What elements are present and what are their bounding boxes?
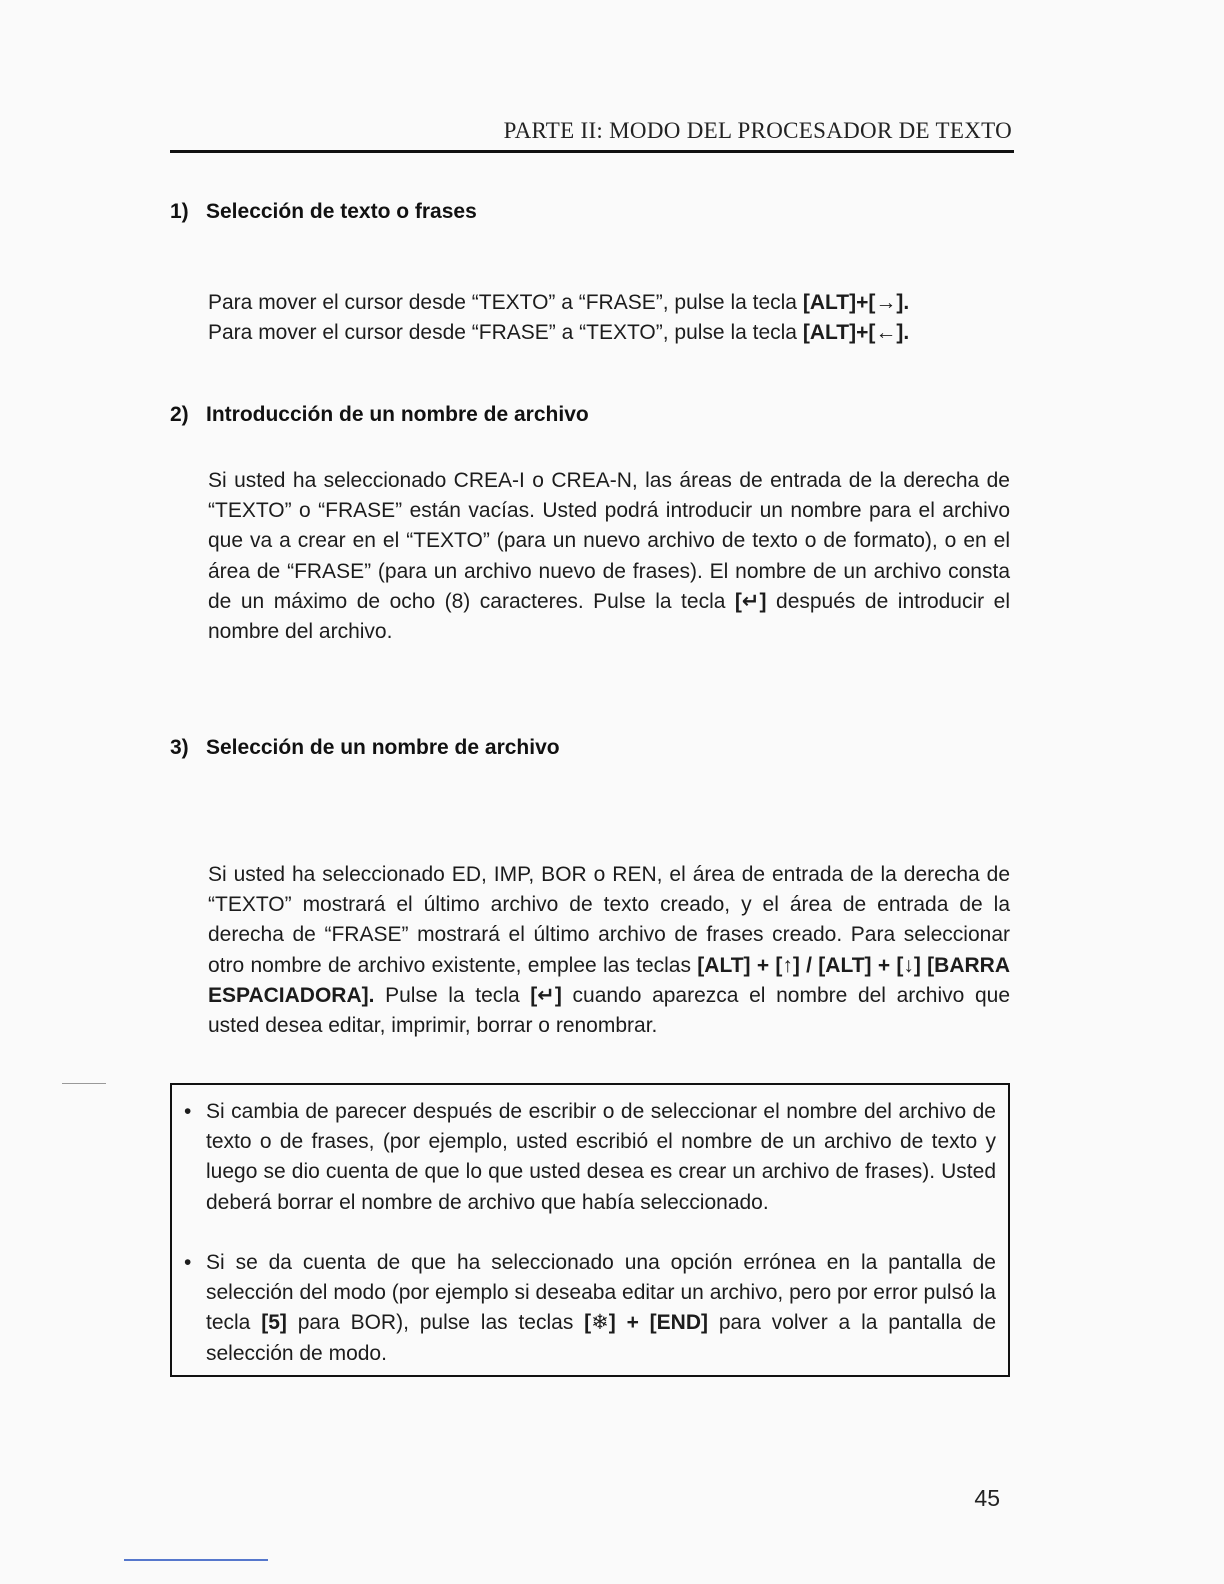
paragraph-text: Pulse la tecla: [374, 983, 531, 1007]
note-item: [184, 1248, 996, 1369]
paragraph-line: [208, 288, 1010, 318]
bullet-icon: •: [184, 1251, 192, 1274]
key-combo: [5]: [261, 1311, 287, 1335]
section-2-heading: [170, 403, 589, 427]
section-number: 3): [170, 736, 189, 759]
section-1-body: [208, 288, 1010, 348]
paragraph-text: Si usted ha seleccionado CREA-I o CREA-N, las áreas de entrada de la derecha de “TEXTO” o “FRASE” están vacías. Usted podrá introducir un nombre para el archivo que va a crear en el “TEXTO” (para un nuevo archivo de texto o de formato), o en el área de “FRASE” (para un archivo nuevo de frases). El nombre de un archivo consta de un máximo de ocho (8) caracteres. Pulse la tecla: [208, 469, 1010, 613]
section-2-body: [208, 466, 1010, 647]
note-text: Si cambia de parecer después de escribir o de seleccionar el nombre del archivo de texto o de frases, (por ejemplo, usted escribió el nombre de un archivo de texto y luego se dio cuenta de que lo que usted desea es crear un archivo de frases). Usted deberá borrar el nombre de archivo que había seleccionado.: [206, 1100, 996, 1214]
key-combo: [ALT]+[←].: [802, 321, 910, 345]
paragraph-text: cuando aparezca el nombre del archivo que usted desea editar, imprimir, borrar o renombrar.: [208, 983, 1010, 1038]
section-title: Selección de un nombre de archivo: [206, 736, 560, 759]
enter-key: [↵]: [734, 589, 767, 613]
note-item: [184, 1097, 996, 1218]
key-combo: [❄] + [END]: [584, 1311, 708, 1335]
running-header: PARTE II: MODO DEL PROCESADOR DE TEXTO: [503, 118, 1012, 143]
key-combo: [ALT]+[→].: [802, 291, 910, 314]
section-number: 1): [170, 200, 189, 223]
bullet-icon: •: [184, 1100, 192, 1123]
section-number: 2): [170, 403, 189, 426]
key-combo: [ALT] + [↑] / [ALT] + [↓] [BARRA ESPACIADORA].: [208, 953, 1010, 1007]
margin-mark: [62, 1083, 106, 1084]
line-text: Para mover el cursor desde “FRASE” a “TEXTO”, pulse la tecla: [208, 321, 803, 345]
note-text: para volver a la pantalla de selección de modo.: [206, 1311, 996, 1365]
header-rule: [170, 150, 1014, 153]
note-text: Si se da cuenta de que ha seleccionado una opción errónea en la pantalla de selección del modo (por ejemplo si deseaba editar un archivo, pero por error pulsó la tecla: [206, 1251, 996, 1335]
line-text: Para mover el cursor desde “TEXTO” a “FRASE”, pulse la tecla: [208, 291, 803, 314]
section-3-heading: [170, 736, 560, 760]
notes-box: [170, 1083, 1010, 1377]
section-3-body: [208, 860, 1010, 1041]
enter-key: [↵]: [530, 983, 562, 1007]
section-title: Selección de texto o frases: [206, 200, 477, 223]
section-title: Introducción de un nombre de archivo: [206, 403, 589, 426]
paragraph-text: después de introducir el nombre del archivo.: [208, 589, 1010, 644]
section-1-heading: [170, 200, 477, 224]
page-number: 45: [974, 1485, 1000, 1511]
paragraph-line: [208, 318, 1010, 348]
paragraph-text: Si usted ha seleccionado ED, IMP, BOR o REN, el área de entrada de la derecha de “TEXTO” mostrará el último archivo de texto creado, y el área de entrada de la derecha de “FRASE” mostrará el último archivo de frases creado. Para seleccionar otro nombre de archivo existente, emplee las teclas: [208, 863, 1010, 977]
note-text: para BOR), pulse las teclas: [286, 1311, 585, 1335]
bottom-mark: [124, 1559, 268, 1561]
